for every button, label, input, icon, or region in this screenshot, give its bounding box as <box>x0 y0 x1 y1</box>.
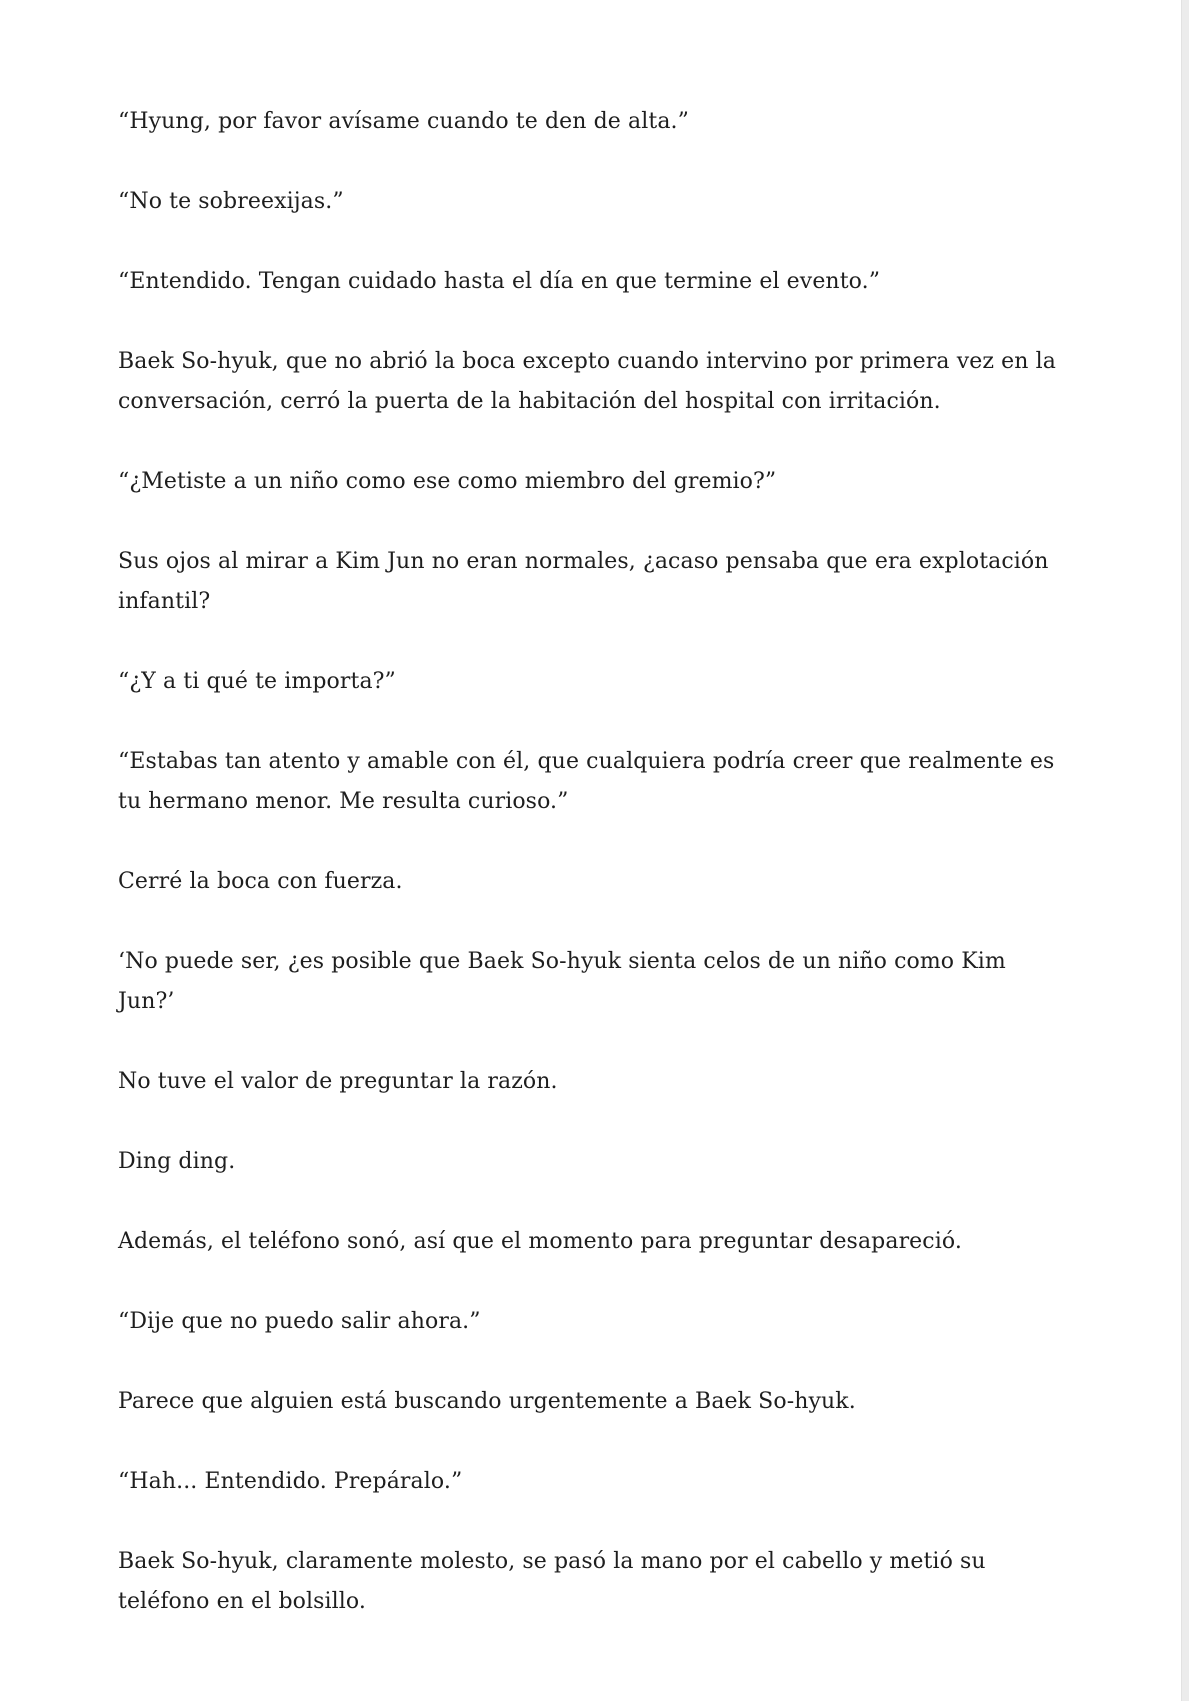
paragraph: Cerré la boca con fuerza. <box>118 869 403 894</box>
paragraph: Baek So-hyuk, que no abrió la boca excepto cuando intervino por primera vez en la conversación, cerró la puerta de la habitación del hospital con irritación. <box>118 349 1056 414</box>
paragraph: “¿Y a ti qué te importa?” <box>118 669 396 694</box>
paragraph: Baek So-hyuk, claramente molesto, se pasó la mano por el cabello y metió su teléfono en el bolsillo. <box>118 1549 986 1614</box>
paragraph: No tuve el valor de preguntar la razón. <box>118 1069 558 1094</box>
paragraph: Sus ojos al mirar a Kim Jun no eran normales, ¿acaso pensaba que era explotación infantil? <box>118 549 1049 614</box>
paragraph: “Entendido. Tengan cuidado hasta el día en que termine el evento.” <box>118 269 881 294</box>
paragraph: “¿Metiste a un niño como ese como miembro del gremio?” <box>118 469 777 494</box>
paragraph: “Dije que no puedo salir ahora.” <box>118 1309 481 1334</box>
paragraph: “No te sobreexijas.” <box>118 189 344 214</box>
paragraph: “Hah... Entendido. Prepáralo.” <box>118 1469 463 1494</box>
text-body <box>118 102 1063 1662</box>
page-edge <box>1181 0 1189 1701</box>
paragraph: ‘No puede ser, ¿es posible que Baek So-hyuk sienta celos de un niño como Kim Jun?’ <box>118 949 1006 1014</box>
paragraph: Ding ding. <box>118 1149 236 1174</box>
paragraph: “Hyung, por favor avísame cuando te den de alta.” <box>118 109 689 134</box>
paragraph: Además, el teléfono sonó, así que el momento para preguntar desapareció. <box>118 1229 962 1254</box>
paragraph: “Estabas tan atento y amable con él, que cualquiera podría creer que realmente es tu hermano menor. Me resulta curioso.” <box>118 749 1055 814</box>
paragraph: Parece que alguien está buscando urgentemente a Baek So-hyuk. <box>118 1389 856 1414</box>
